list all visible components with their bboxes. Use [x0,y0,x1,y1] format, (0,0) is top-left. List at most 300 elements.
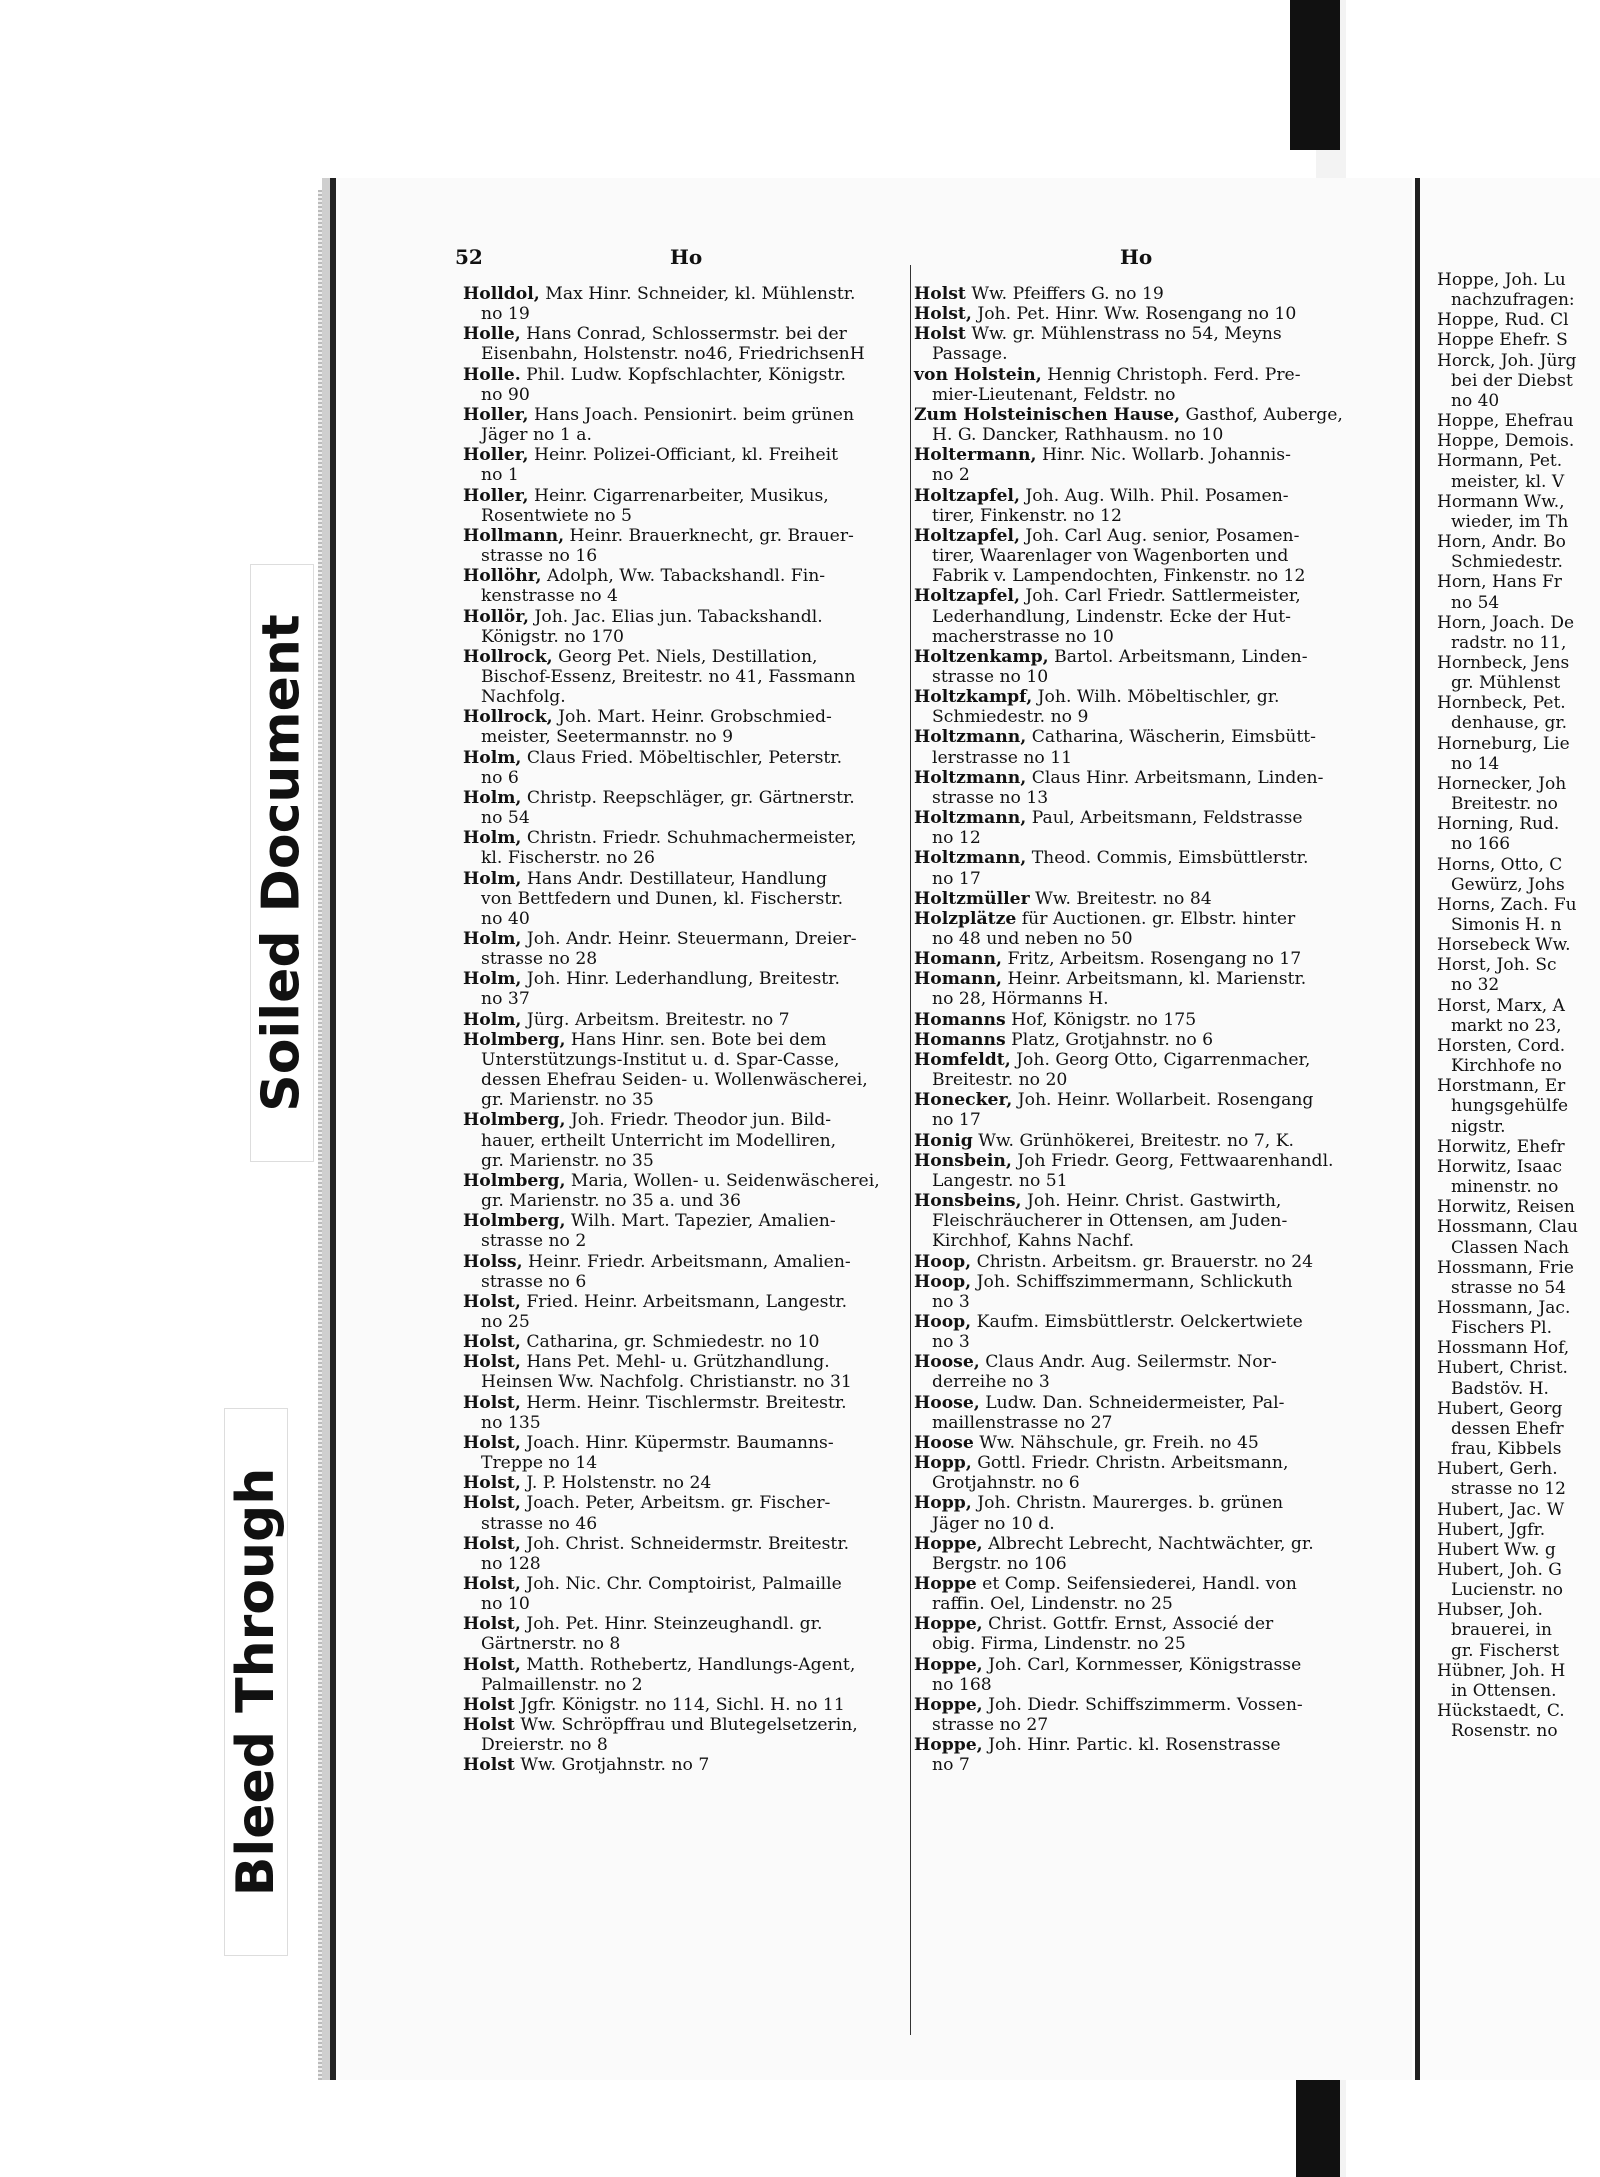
entry-details: Joh. Hinr. Lederhandlung, Breitestr. [526,969,840,990]
entry-details: Horstmann, Er [1437,1076,1566,1097]
entry-surname: Hoop, [914,1311,972,1332]
entry-surname: Homanns [914,1029,1006,1050]
entry-surname: Holldol, [463,284,540,304]
directory-entry [914,1352,1343,1392]
entry-surname: Holtzmann, [914,767,1027,788]
entry-surname: Holm, [463,969,522,990]
entry-continuation: in Ottensen. [1451,1680,1557,1701]
directory-entry [1437,431,1578,451]
entry-details: Theod. Commis, Eimsbüttlerstr. [1031,848,1309,869]
entry-continuation: Breitestr. no 20 [932,1070,1068,1091]
entry-continuation: Breitestr. no [1451,794,1558,815]
entry-continuation: gr. Mühlenst [1451,673,1561,694]
entry-surname: Holtzmann, [914,848,1027,869]
entry-continuation: no 28, Hörmanns H. [932,989,1109,1010]
directory-entry [463,1252,880,1292]
entry-continuation: raffin. Oel, Lindenstr. no 25 [932,1594,1173,1615]
directory-entry [1437,1298,1578,1338]
directory-entry [463,607,880,647]
directory-entry [1437,532,1578,572]
entry-continuation: Palmaillenstr. no 2 [481,1674,643,1695]
directory-entry [463,1755,880,1775]
entry-surname: Holst, [463,1473,521,1494]
entry-surname: Holler, [463,485,529,506]
entry-continuation: no 54 [481,808,530,829]
entry-continuation: no 3 [932,1291,970,1312]
entry-details: Claus Andr. Aug. Seilermstr. Nor- [985,1352,1277,1373]
directory-entry [914,304,1343,324]
directory-entry [914,284,1343,304]
entry-continuation: Lederhandlung, Lindenstr. Ecke der Hut- [932,606,1291,627]
directory-entry [1437,1600,1578,1660]
entry-details: Hübner, Joh. H [1437,1660,1566,1681]
entry-continuation: kl. Fischerstr. no 26 [481,848,655,869]
entry-surname: Honig [914,1130,973,1151]
directory-entry [914,1090,1343,1130]
directory-entry [1437,1137,1578,1157]
entry-surname: Hoppe, [914,1694,983,1715]
entry-continuation: no 128 [481,1553,541,1574]
directory-entry [463,1614,880,1654]
entry-continuation: no 12 [932,828,981,849]
entry-details: Hoppe, Ehefrau [1437,411,1574,432]
entry-details: J. P. Holstenstr. no 24 [526,1473,712,1494]
directory-entry [914,1010,1343,1030]
entry-details: Platz, Grotjahnstr. no 6 [1011,1029,1214,1050]
entry-continuation: Rosentwiete no 5 [481,505,632,526]
entry-continuation: no 17 [932,868,981,889]
directory-entry [1437,734,1578,774]
directory-entry [463,1715,880,1755]
directory-entry [914,324,1343,364]
directory-entry [1437,1157,1578,1197]
entry-details: Horwitz, Reisen [1437,1197,1575,1218]
entry-details: Joach. Peter, Arbeitsm. gr. Fischer- [526,1493,831,1514]
entry-continuation: meister, Seetermannstr. no 9 [481,727,734,748]
directory-column-left [463,284,880,1776]
directory-entry [914,969,1343,1009]
entry-details: Phil. Ludw. Kopfschlachter, Königstr. [526,364,846,385]
entry-surname: Holm, [463,747,522,768]
entry-continuation: wieder, im Th [1451,511,1569,532]
entry-details: Hoppe, Joh. Lu [1437,270,1566,290]
directory-entry [1437,351,1578,411]
entry-details: Horns, Otto, C [1437,854,1563,875]
entry-continuation: strasse no 28 [481,949,598,970]
entry-continuation: no 25 [481,1311,530,1332]
directory-entry [463,1292,880,1332]
entry-details: Joh. Diedr. Schiffszimmerm. Vossen- [988,1694,1303,1715]
directory-entry [463,748,880,788]
entry-details: Ww. Nähschule, gr. Freih. no 45 [979,1432,1259,1453]
entry-details: Hennig Christoph. Ferd. Pre- [1047,364,1301,385]
entry-continuation: macherstrasse no 10 [932,626,1114,647]
entry-surname: Hoppe, [914,1614,983,1635]
entry-details: Horsten, Cord. [1437,1035,1566,1056]
entry-continuation: no 40 [1451,390,1500,411]
directory-entry [1437,310,1578,330]
entry-details: Horst, Marx, A [1437,995,1565,1016]
entry-surname: Hoop, [914,1271,972,1292]
entry-continuation: strasse no 46 [481,1513,598,1534]
column-divider [910,265,911,2035]
page-edge [318,190,328,2080]
entry-surname: Holtzmann, [914,727,1027,748]
entry-continuation: gr. Fischerst [1451,1640,1560,1661]
entry-details: Matth. Rothebertz, Handlungs-Agent, [526,1654,856,1675]
directory-entry [463,969,880,1009]
directory-entry [914,1614,1343,1654]
directory-entry [914,889,1343,909]
directory-entry [463,788,880,828]
entry-continuation: gr. Marienstr. no 35 [481,1150,654,1171]
entry-continuation: Simonis H. n [1451,915,1562,935]
entry-continuation: strasse no 16 [481,546,598,567]
entry-details: Catharina, Wäscherin, Eimsbütt- [1031,727,1316,748]
entry-surname: Holst, [463,1352,521,1373]
entry-details: Hornbeck, Jens [1437,652,1570,673]
entry-details: Joh. Jac. Elias jun. Tabackshandl. [534,606,823,627]
entry-continuation: bei der Diebst [1451,370,1573,391]
entry-continuation: no 19 [481,304,530,325]
entry-details: Christ. Gottfr. Ernst, Associé der [988,1614,1274,1635]
directory-entry [1437,1500,1578,1520]
entry-surname: Honsbein, [914,1150,1012,1171]
entry-details: Hormann, Pet. [1437,451,1563,472]
entry-continuation: no 32 [1451,975,1500,996]
directory-entry [1437,955,1578,995]
soiled-document-label [250,564,314,1162]
entry-surname: Holst, [463,1493,521,1514]
entry-continuation: Unterstützungs-Institut u. d. Spar-Casse, [481,1049,840,1070]
entry-details: Albrecht Lebrecht, Nachtwächter, gr. [988,1533,1314,1554]
entry-details: Joach. Hinr. Küpermstr. Baumanns- [526,1432,834,1453]
entry-continuation: no 17 [932,1110,981,1131]
entry-details: Hans Pet. Mehl- u. Grützhandlung. [526,1352,830,1373]
entry-continuation: Eisenbahn, Holstenstr. no46, FriedrichsenH [481,344,865,365]
directory-column-right [1437,270,1578,1741]
directory-entry [463,1110,880,1170]
entry-continuation: no 54 [1451,592,1500,613]
entry-details: Max Hinr. Schneider, kl. Mühlenstr. [545,284,856,304]
directory-entry [463,486,880,526]
entry-surname: Hoppe [914,1574,977,1594]
directory-entry [914,526,1343,586]
entry-surname: Holm, [463,787,522,808]
directory-entry [463,929,880,969]
entry-details: Hossmann, Clau [1437,1217,1578,1238]
entry-surname: Zum Holsteinischen Hause, [914,404,1181,425]
directory-column-middle [914,284,1343,1776]
directory-entry [1437,1036,1578,1076]
entry-continuation: kenstrasse no 4 [481,586,618,607]
entry-details: Horn, Andr. Bo [1437,532,1566,553]
directory-entry [914,1312,1343,1352]
entry-surname: Holtzenkamp, [914,646,1049,667]
directory-entry [914,1735,1343,1775]
entry-continuation: strasse no 12 [1451,1479,1566,1500]
directory-entry [1437,1661,1578,1701]
entry-surname: Holtzapfel, [914,586,1020,607]
entry-details: Maria, Wollen- u. Seidenwäscherei, [570,1170,880,1191]
directory-entry [914,586,1343,646]
entry-details: Joh. Carl Aug. senior, Posamen- [1025,525,1300,546]
entry-continuation: strasse no 2 [481,1231,587,1252]
entry-surname: Holst [463,1715,515,1736]
directory-entry [463,445,880,485]
entry-continuation: Treppe no 14 [481,1453,598,1474]
entry-continuation: hungsgehülfe [1451,1096,1569,1117]
directory-entry [914,1574,1343,1614]
entry-continuation: dessen Ehefr [1451,1418,1564,1439]
entry-details: Fried. Heinr. Arbeitsmann, Langestr. [526,1291,848,1312]
entry-surname: Holst, [463,1392,521,1413]
entry-details: Heinr. Friedr. Arbeitsmann, Amalien- [528,1251,851,1272]
entry-continuation: Kirchhofe no [1451,1056,1562,1077]
entry-continuation: minenstr. no [1451,1177,1559,1198]
directory-entry [914,1695,1343,1735]
entry-details: Horwitz, Ehefr [1437,1136,1565,1157]
entry-surname: Holler, [463,404,529,425]
directory-entry [1437,1076,1578,1136]
entry-surname: Hoose [914,1432,974,1453]
entry-details: Ww. Grünhökerei, Breitestr. no 7, K. [978,1130,1295,1151]
entry-details: Jürg. Arbeitsm. Breitestr. no 7 [526,1009,790,1030]
entry-details: Horn, Hans Fr [1437,572,1562,593]
entry-surname: Holtzkampf, [914,687,1033,708]
directory-entry [1437,1258,1578,1298]
entry-surname: Holtzmann, [914,808,1027,829]
directory-entry [463,1534,880,1574]
entry-surname: Holm, [463,929,522,949]
entry-continuation: no 1 [481,465,519,486]
entry-details: Joh. Carl Friedr. Sattlermeister, [1025,586,1301,607]
entry-continuation: radstr. no 11, [1451,632,1567,653]
directory-entry [463,1352,880,1392]
entry-continuation: no 40 [481,908,530,929]
directory-entry [1437,1459,1578,1499]
entry-surname: Holm, [463,1009,522,1030]
directory-entry [1437,451,1578,491]
entry-surname: Holst, [463,1574,521,1594]
entry-continuation: Fleischräucherer in Ottensen, am Juden- [932,1211,1288,1232]
entry-details: Hormann Ww., [1437,491,1565,512]
entry-continuation: Gewürz, Johs [1451,874,1565,895]
entry-details: Hossmann, Frie [1437,1257,1574,1278]
entry-continuation: Dreierstr. no 8 [481,1735,608,1756]
entry-details: Horneburg, Lie [1437,733,1570,754]
entry-details: Joh. Pet. Hinr. Steinzeughandl. gr. [526,1614,823,1635]
entry-details: Joh. Christn. Maurerges. b. grünen [977,1493,1284,1514]
directory-entry [914,647,1343,687]
directory-entry [914,768,1343,808]
entry-details: Hubert, Jgfr. [1437,1519,1546,1540]
directory-entry [463,1695,880,1715]
entry-continuation: gr. Marienstr. no 35 [481,1090,654,1111]
entry-continuation: strasse no 54 [1451,1277,1566,1298]
entry-details: Hoppe, Rud. Cl [1437,310,1569,331]
entry-surname: Holle, [463,324,521,345]
directory-entry [1437,1520,1578,1540]
entry-details: Joh. Aug. Wilh. Phil. Posamen- [1025,485,1289,506]
entry-surname: Hollmann, [463,525,565,546]
entry-details: Hubert, Georg [1437,1398,1563,1419]
entry-continuation: no 135 [481,1412,541,1433]
entry-details: Wilh. Mart. Tapezier, Amalien- [570,1211,836,1232]
directory-entry [463,1211,880,1251]
entry-continuation: nachzufragen: [1451,290,1575,311]
entry-details: Hinr. Nic. Wollarb. Johannis- [1041,445,1291,466]
entry-details: Catharina, gr. Schmiedestr. no 10 [526,1332,820,1353]
entry-surname: Holzplätze [914,908,1017,929]
directory-entry [914,445,1343,485]
directory-entry [1437,411,1578,431]
entry-surname: Hoop, [914,1251,972,1272]
directory-entry [1437,1338,1578,1358]
entry-details: Hubert, Christ. [1437,1358,1568,1379]
entry-details: Hoppe, Demois. [1437,431,1575,452]
directory-entry [463,526,880,566]
entry-details: Joh. Heinr. Wollarbeit. Rosengang [1017,1090,1314,1111]
entry-details: Hubert, Gerh. [1437,1459,1558,1480]
entry-details: Joh. Wilh. Möbeltischler, gr. [1037,687,1280,708]
entry-details: et Comp. Seifensiederei, Handl. von [982,1574,1297,1594]
entry-continuation: meister, kl. V [1451,471,1565,492]
directory-entry [463,1473,880,1493]
entry-details: Joh. Schiffszimmermann, Schlickuth [976,1271,1293,1292]
directory-entry [914,1272,1343,1312]
entry-details: Heinr. Cigarrenarbeiter, Musikus, [533,485,829,506]
entry-surname: Holst, [463,1614,521,1635]
directory-entry [914,949,1343,969]
entry-continuation: no 10 [481,1594,530,1615]
entry-details: Bartol. Arbeitsmann, Linden- [1054,646,1308,667]
directory-entry [914,1191,1343,1251]
entry-continuation: no 90 [481,384,530,405]
entry-continuation: derreihe no 3 [932,1372,1050,1393]
directory-entry [914,405,1343,445]
directory-entry [914,1493,1343,1533]
entry-continuation: Bergstr. no 106 [932,1553,1067,1574]
directory-entry [1437,492,1578,532]
entry-details: Horst, Joh. Sc [1437,955,1557,976]
entry-continuation: Grotjahnstr. no 6 [932,1473,1080,1494]
directory-entry [1437,996,1578,1036]
entry-continuation: no 48 und neben no 50 [932,929,1133,949]
entry-details: Heinr. Brauerknecht, gr. Brauer- [569,525,854,546]
entry-details: Joh. Andr. Heinr. Steuermann, Dreier- [526,929,857,949]
entry-details: Ww. gr. Mühlenstrass no 54, Meyns [971,324,1282,345]
entry-continuation: no 14 [1451,753,1500,774]
directory-entry [1437,1358,1578,1398]
entry-surname: Hoose, [914,1352,980,1373]
directory-entry [463,1332,880,1352]
entry-surname: Holst [463,1694,515,1715]
entry-details: Joh. Christ. Schneidermstr. Breitestr. [526,1533,850,1554]
directory-entry [463,1010,880,1030]
entry-details: Georg Pet. Niels, Destillation, [558,646,818,667]
entry-details: Hubser, Joh. [1437,1600,1543,1621]
directory-entry [914,1393,1343,1433]
entry-details: Hossmann, Jac. [1437,1297,1571,1318]
entry-details: Ludw. Dan. Schneidermeister, Pal- [985,1392,1285,1413]
entry-details: Joh. Carl, Kornmesser, Königstrasse [988,1654,1302,1675]
directory-entry [1437,1560,1578,1600]
entry-continuation: Fabrik v. Lampendochten, Finkenstr. no 12 [932,566,1306,587]
entry-continuation: Schmiedestr. no 9 [932,707,1089,728]
running-header-right: Ho [1120,245,1153,269]
entry-surname: Holss, [463,1251,523,1272]
entry-continuation: Lucienstr. no [1451,1580,1564,1601]
directory-entry [1437,855,1578,895]
directory-entry [914,1252,1343,1272]
entry-continuation: frau, Kibbels [1451,1439,1562,1460]
entry-surname: Hollöhr, [463,566,542,587]
entry-details: Ww. Breitestr. no 84 [1035,888,1212,909]
entry-details: Christn. Friedr. Schuhmachermeister, [526,828,857,849]
entry-details: Horns, Zach. Fu [1437,894,1577,915]
directory-entry [1437,693,1578,733]
entry-surname: Holtzmüller [914,888,1030,909]
entry-details: Ww. Schröpffrau und Blutegelsetzerin, [520,1715,858,1736]
entry-surname: Holler, [463,445,529,466]
entry-details: Hof, Königstr. no 175 [1011,1009,1197,1030]
bleed-through-text: Bleed Through [226,1467,287,1897]
entry-surname: Holst [463,1755,515,1776]
entry-details: Christp. Reepschläger, gr. Gärtnerstr. [526,787,855,808]
directory-entry [1437,1540,1578,1560]
entry-details: Hans Andr. Destillateur, Handlung [526,868,827,889]
directory-entry [463,828,880,868]
directory-entry [1437,935,1578,955]
entry-surname: Holmberg, [463,1110,566,1131]
entry-details: Hans Joach. Pensionirt. beim grünen [533,404,855,425]
directory-entry [463,365,880,405]
entry-details: Joh Friedr. Georg, Fettwaarenhandl. [1017,1150,1334,1171]
directory-entry [1437,613,1578,653]
entry-continuation: markt no 23, [1451,1015,1562,1036]
entry-surname: Holst, [463,1533,521,1554]
entry-details: Heinr. Arbeitsmann, kl. Marienstr. [1007,969,1307,990]
directory-entry [463,1030,880,1111]
entry-surname: Holst, [463,1654,521,1675]
directory-entry [914,1433,1343,1453]
entry-details: Hubert Ww. g [1437,1539,1556,1560]
entry-continuation: no 37 [481,989,530,1010]
directory-entry [914,1151,1343,1191]
entry-surname: Hopp, [914,1493,972,1514]
directory-entry [1437,653,1578,693]
directory-entry [914,909,1343,949]
entry-surname: Holm, [463,828,522,849]
entry-details: Heinr. Polizei-Officiant, kl. Freiheit [533,445,839,466]
entry-surname: Homanns [914,1009,1006,1030]
entry-continuation: denhause, gr. [1451,713,1568,734]
entry-continuation: no 3 [932,1332,970,1353]
entry-details: Hückstaedt, C. [1437,1701,1565,1722]
entry-surname: Holtermann, [914,445,1037,466]
entry-surname: Hoppe, [914,1533,983,1554]
entry-surname: Holtzapfel, [914,525,1020,546]
directory-entry [463,405,880,445]
entry-surname: Hoppe, [914,1654,983,1675]
entry-details: Horck, Joh. Jürg [1437,350,1577,371]
entry-surname: von Holstein, [914,364,1042,385]
entry-details: Hans Hinr. sen. Bote bei dem [570,1029,827,1050]
entry-continuation: no 168 [932,1674,992,1695]
entry-continuation: Schmiedestr. [1451,552,1563,573]
entry-details: Fritz, Arbeitsm. Rosengang no 17 [1007,949,1302,970]
